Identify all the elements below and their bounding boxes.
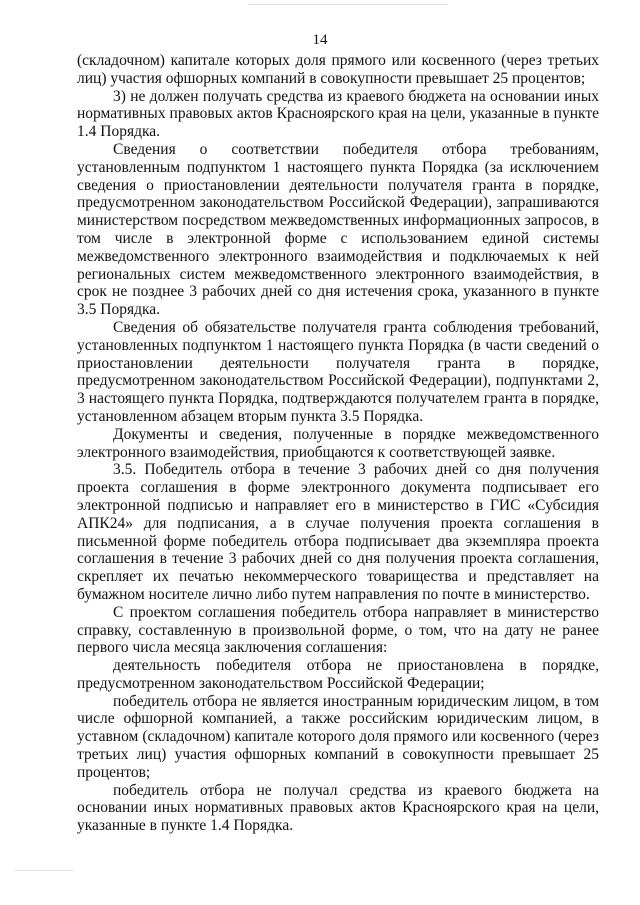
- scan-artifact-top: [248, 4, 448, 5]
- paragraph-6: 3.5. Победитель отбора в течение 3 рабочих дней со дня получения проекта соглашения в форме электронного документа подписывает его электронной подписью и направляет его в министерство в ГИС «Субсидия АПК24» для подписания, а в случае получения проекта соглашения в письменной форме победитель отбора подписывает два экземпляра проекта соглашения в течение 3 рабочих дней со дня получения проекта соглашения, скрепляет их печатью некоммерческого товарищества и представляет на бумажном носителе лично либо путем направления по почте в министерство.: [77, 461, 599, 603]
- paragraph-5: Документы и сведения, полученные в порядке межведомственного электронного взаимодействия, приобщаются к соответствующей заявке.: [77, 425, 599, 461]
- paragraph-1: (складочном) капитале которых доля прямого или косвенного (через третьих лиц) участия офшорных компаний в совокупности превышает 25 процентов;: [77, 52, 599, 87]
- paragraph-10: победитель отбора не получал средства из краевого бюджета на основании иных нормативных правовых актов Красноярского края на цели, указанные в пункте 1.4 Порядка.: [77, 781, 599, 835]
- paragraph-4: Сведения об обязательстве получателя гранта соблюдения требований, установленных подпунктом 1 настоящего пункта Порядка (в части сведений о приостановлении деятельности получателя гранта в порядке, предусмотренном законодательством Российской Федерации), подпунктами 2, 3 настоящего пункта Порядка, подтверждаются получателем гранта в порядке, установленном абзацем вторым пункта 3.5 Порядка.: [77, 318, 599, 425]
- paragraph-2: 3) не должен получать средства из краевого бюджета на основании иных нормативных правовых актов Красноярского края на цели, указанные в пункте 1.4 Порядка.: [77, 87, 599, 141]
- paragraph-8: деятельность победителя отбора не приостановлена в порядке, предусмотренном законодательством Российской Федерации;: [77, 657, 599, 692]
- paragraph-3: Сведения о соответствии победителя отбора требованиям, установленным подпунктом 1 настоящего пункта Порядка (за исключением сведения о приостановлении деятельности получателя гранта в порядке, предусмотренном законодательством Российской Федерации), запрашиваются министерством посредством межведомственных информационных запросов, в том числе в электронной форме с использованием единой системы межведомственного электронного взаимодействия и подключаемых к ней региональных систем межведомственного электронного взаимодействия, в срок не позднее 3 рабочих дней со дня истечения срока, указанного в пункте 3.5 Порядка.: [77, 140, 599, 319]
- document-body: [77, 52, 599, 835]
- scan-artifact-left: [14, 870, 74, 871]
- paragraph-9: победитель отбора не является иностранным юридическим лицом, в том числе офшорной компанией, а также российским юридическим лицом, в уставном (складочном) капитале которого доля прямого или косвенного (через третьих лиц) участия офшорных компаний в совокупности превышает 25 процентов;: [77, 692, 599, 781]
- paragraph-7: С проектом соглашения победитель отбора направляет в министерство справку, составленную в произвольной форме, о том, что на дату не ранее первого числа месяца заключения соглашения:: [77, 603, 599, 657]
- page-number: 14: [312, 32, 328, 48]
